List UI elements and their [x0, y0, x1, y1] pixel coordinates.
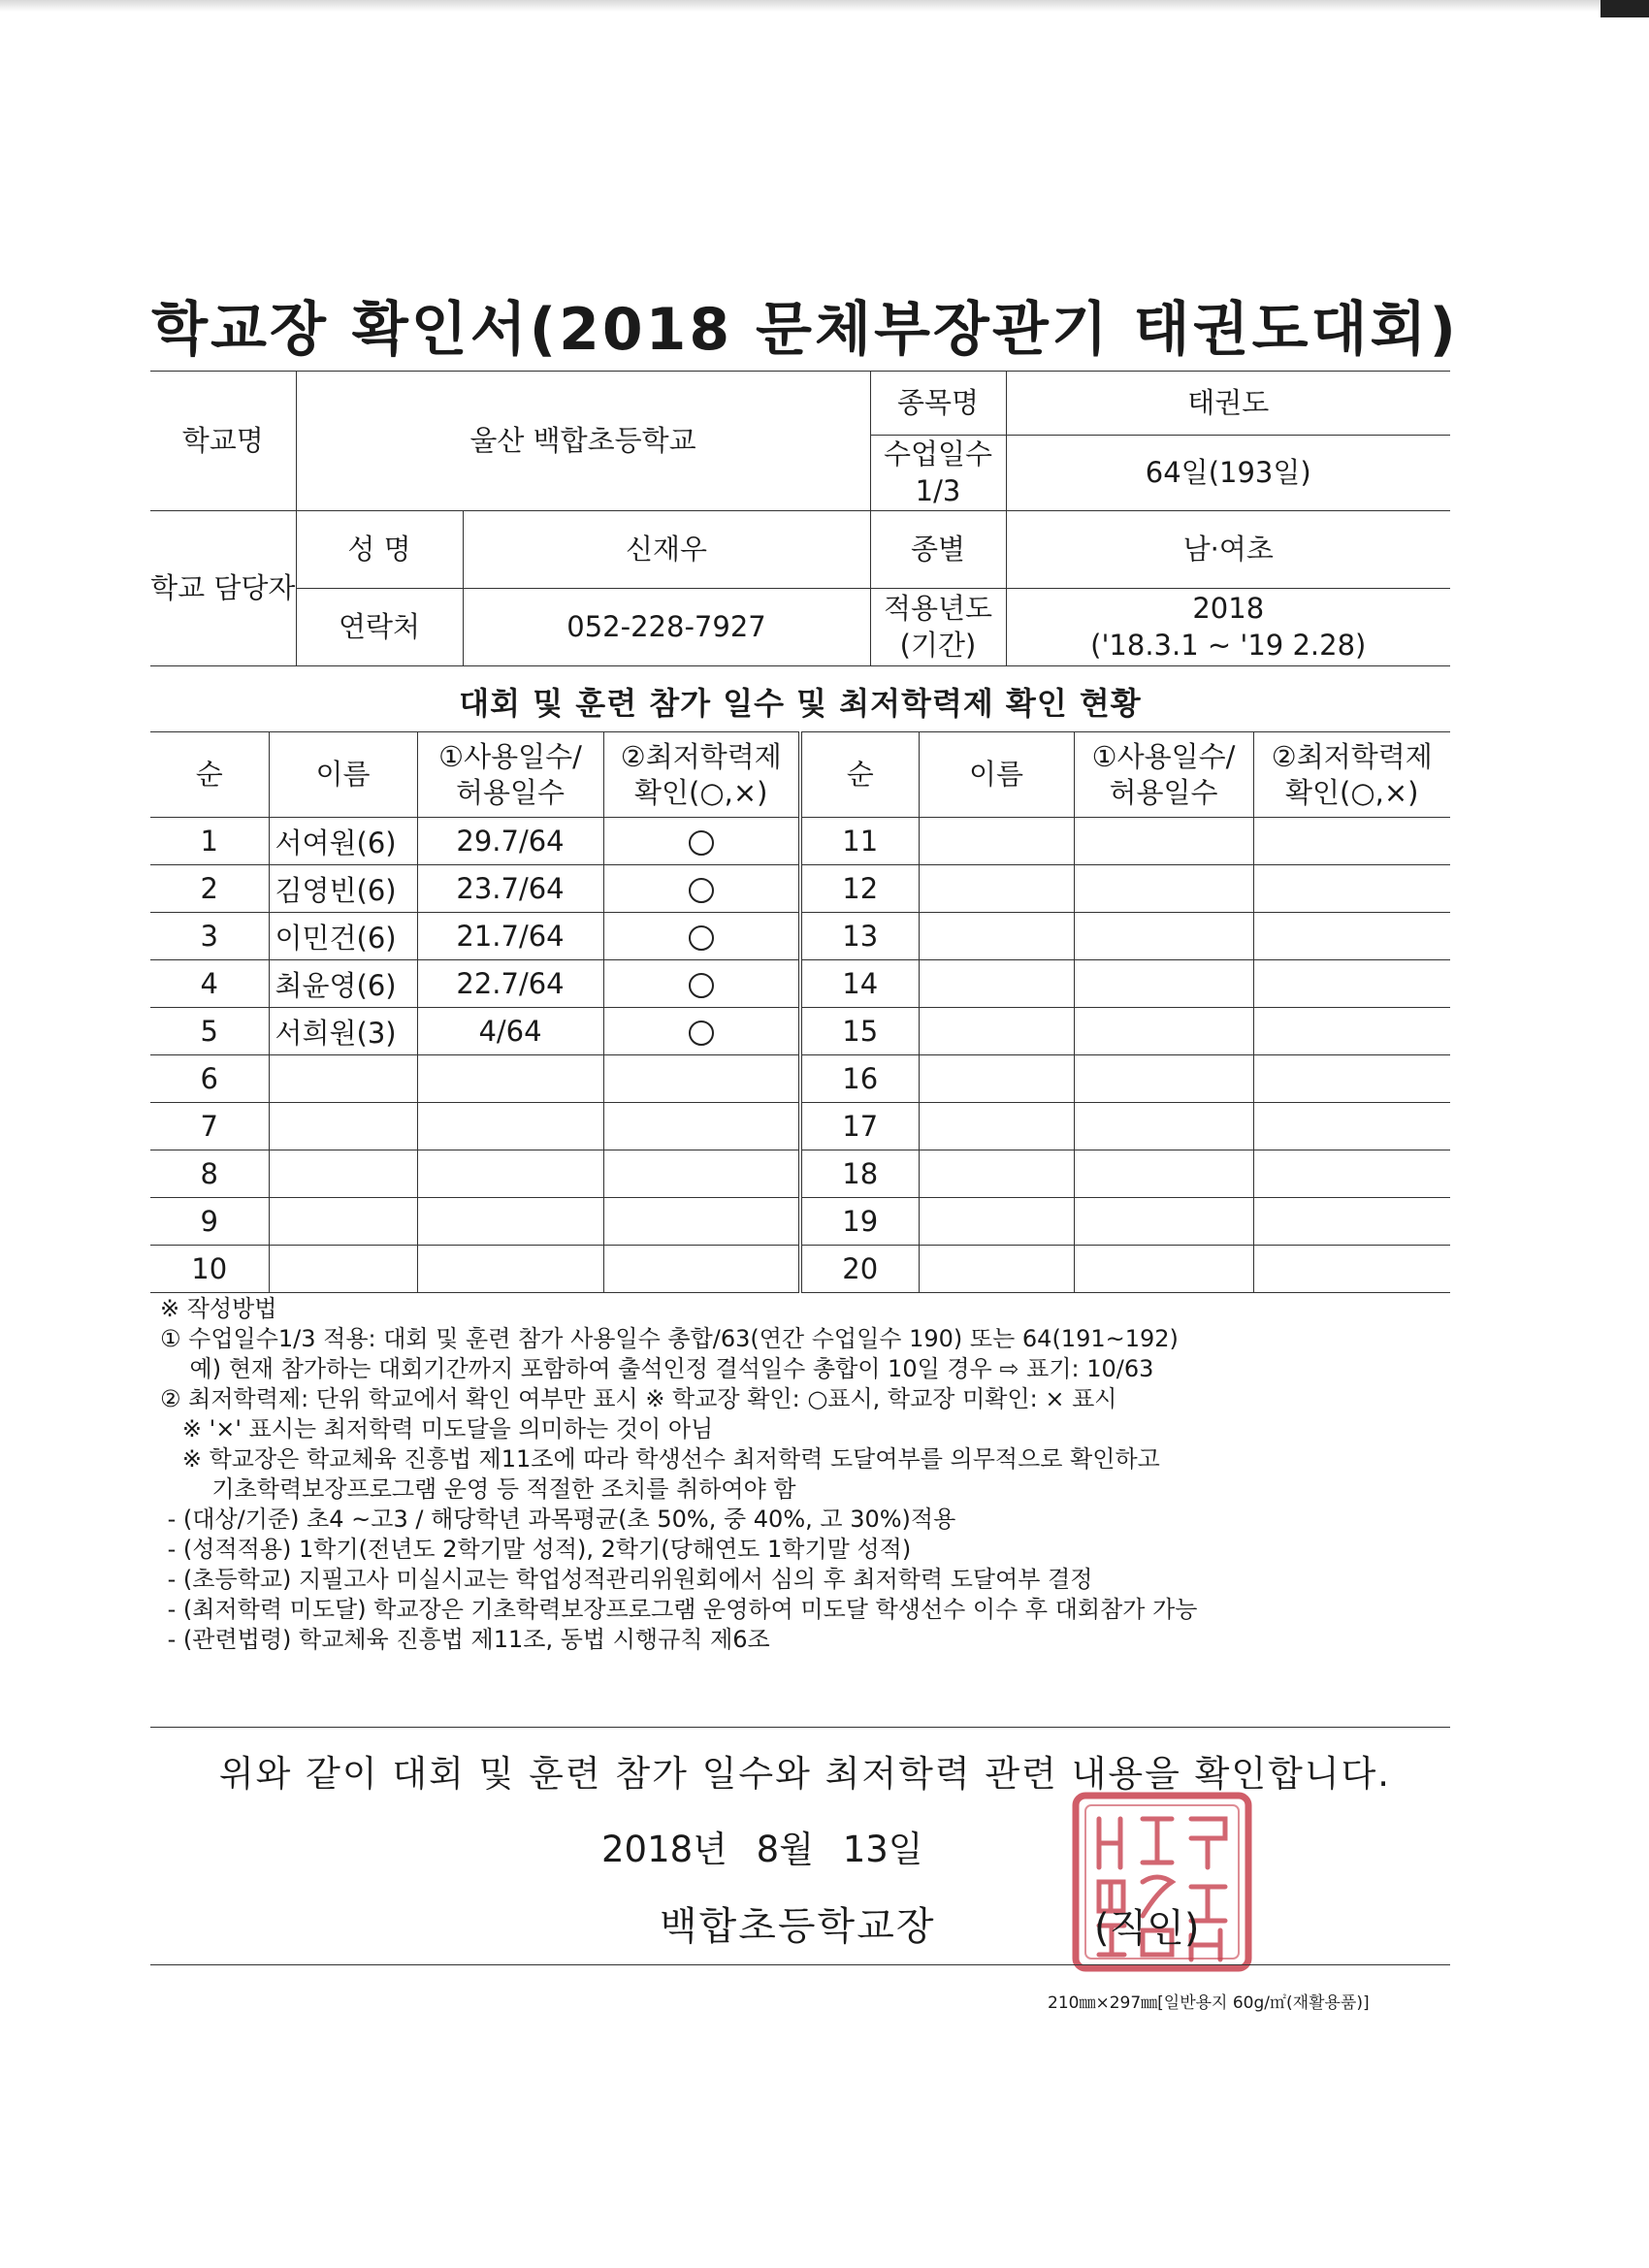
- row-order: 9: [150, 1198, 269, 1246]
- row-days: 4/64: [417, 1008, 603, 1055]
- row-check: [603, 1246, 800, 1293]
- row-order: 4: [150, 960, 269, 1008]
- row-check-right: [1253, 1150, 1450, 1198]
- instructions-lines: [160, 1324, 1460, 1655]
- row-name: 서여원(6): [269, 818, 417, 865]
- row-name-right: [919, 865, 1074, 913]
- table-row: [150, 1198, 1450, 1246]
- school-name-value: 울산 백합초등학교: [296, 372, 870, 511]
- bottom-rule: [150, 1964, 1450, 1965]
- applied-year-label: 적용년도 (기간): [870, 589, 1006, 666]
- row-order-right: 13: [800, 913, 919, 960]
- school-info-table: [150, 371, 1450, 666]
- row-name: [269, 1198, 417, 1246]
- table-header-row: [150, 732, 1450, 818]
- table-row: [150, 1150, 1450, 1198]
- instruction-line: ※ '×' 표시는 최저학력 미도달을 의미하는 것이 아님: [160, 1415, 714, 1442]
- check-circle-icon: [689, 878, 714, 903]
- class-days-value: 64일(193일): [1006, 436, 1450, 511]
- header-order-right: 순: [800, 732, 919, 818]
- row-order-right: 14: [800, 960, 919, 1008]
- row-order-right: 12: [800, 865, 919, 913]
- table-row: [150, 913, 1450, 960]
- check-circle-icon: [689, 973, 714, 998]
- participation-table: [150, 731, 1450, 1293]
- table-row: [150, 1103, 1450, 1150]
- row-order: 5: [150, 1008, 269, 1055]
- row-check: [603, 1055, 800, 1103]
- section-title: 대회 및 훈련 참가 일수 및 최저학력제 확인 현황: [459, 685, 1142, 722]
- row-order-right: 16: [800, 1055, 919, 1103]
- row-days-right: [1074, 913, 1253, 960]
- row-days: [417, 1103, 603, 1150]
- row-order-right: 19: [800, 1198, 919, 1246]
- header-name-right: 이름: [919, 732, 1074, 818]
- row-name-right: [919, 1150, 1074, 1198]
- contact-label: 연락처: [296, 589, 463, 666]
- row-name-right: [919, 960, 1074, 1008]
- row-check: [603, 960, 800, 1008]
- instruction-line: - (대상/기준) 초4 ~고3 / 해당학년 과목평균(초 50%, 중 40%, 고 30%)적용: [160, 1506, 956, 1533]
- header-order: 순: [150, 732, 269, 818]
- row-check-right: [1253, 1246, 1450, 1293]
- row-order: 10: [150, 1246, 269, 1293]
- header-days-right: [1074, 732, 1253, 818]
- manager-name-value: 신재우: [463, 511, 870, 589]
- row-order: 1: [150, 818, 269, 865]
- header-check-line2: 확인(○,×): [634, 775, 768, 809]
- instruction-line: - (최저학력 미도달) 학교장은 기초학력보장프로그램 운영하여 미도달 학생선수 이수 후 대회참가 가능: [160, 1596, 1198, 1623]
- row-name: [269, 1246, 417, 1293]
- row-check-right: [1253, 1055, 1450, 1103]
- row-check-right: [1253, 913, 1450, 960]
- manager-name-label: 성 명: [296, 511, 463, 589]
- instructions: [160, 1294, 1460, 1655]
- instruction-line: ① 수업일수1/3 적용: 대회 및 훈련 참가 사용일수 총합/63(연간 수업일수 190) 또는 64(191~192): [160, 1325, 1179, 1352]
- principal-title: 백합초등학교장: [660, 1904, 936, 1949]
- table-row: [150, 865, 1450, 913]
- applied-year-cell: [1006, 589, 1450, 666]
- instructions-heading: ※ 작성방법: [160, 1295, 277, 1322]
- row-name-right: [919, 1198, 1074, 1246]
- contact-value: 052-228-7927: [463, 589, 870, 666]
- row-check: [603, 1008, 800, 1055]
- table-row: [150, 960, 1450, 1008]
- row-order: 7: [150, 1103, 269, 1150]
- row-check-right: [1253, 1008, 1450, 1055]
- header-days-line1: ①사용일수/: [438, 740, 582, 774]
- sport-value: 태권도: [1006, 372, 1450, 436]
- row-name-right: [919, 1055, 1074, 1103]
- row-days-right: [1074, 1008, 1253, 1055]
- instruction-line: - (초등학교) 지필고사 미실시교는 학업성적관리위원회에서 심의 후 최저학력 도달여부 결정: [160, 1566, 1093, 1593]
- issue-date: 2018년 8월 13일: [601, 1829, 923, 1870]
- row-days-right: [1074, 1246, 1253, 1293]
- check-circle-icon: [689, 830, 714, 856]
- instruction-line: - (성적적용) 1학기(전년도 2학기말 성적), 2학기(당해연도 1학기말 성적): [160, 1536, 912, 1563]
- row-days: [417, 1246, 603, 1293]
- applied-period-value: ('18.3.1 ~ '19 2.28): [1090, 628, 1367, 662]
- sport-label: 종목명: [870, 372, 1006, 436]
- row-order-right: 11: [800, 818, 919, 865]
- paper-spec: 210㎜×297㎜[일반용지 60g/㎡(재활용품)]: [1048, 1993, 1370, 2013]
- row-check: [603, 1198, 800, 1246]
- row-days: [417, 1055, 603, 1103]
- row-days-right: [1074, 960, 1253, 1008]
- header-check-right: [1253, 732, 1450, 818]
- row-days: 22.7/64: [417, 960, 603, 1008]
- row-days-right: [1074, 1103, 1253, 1150]
- row-name-right: [919, 1246, 1074, 1293]
- row-days: 23.7/64: [417, 865, 603, 913]
- row-order: 2: [150, 865, 269, 913]
- row-check-right: [1253, 1103, 1450, 1150]
- row-check-right: [1253, 1198, 1450, 1246]
- row-check-right: [1253, 960, 1450, 1008]
- instruction-line: ※ 학교장은 학교체육 진흥법 제11조에 따라 학생선수 최저학력 도달여부를 의무적으로 확인하고: [160, 1445, 1160, 1473]
- row-check: [603, 913, 800, 960]
- confirmation-statement: 위와 같이 대회 및 훈련 참가 일수와 최저학력 관련 내용을 확인합니다.: [218, 1753, 1392, 1795]
- table-row: [150, 1246, 1450, 1293]
- row-check-right: [1253, 818, 1450, 865]
- row-order: 6: [150, 1055, 269, 1103]
- table-row: [150, 1055, 1450, 1103]
- instruction-line: ② 최저학력제: 단위 학교에서 확인 여부만 표시 ※ 학교장 확인: ○표시, 학교장 미확인: × 표시: [160, 1385, 1117, 1412]
- row-check: [603, 818, 800, 865]
- seal-note: (직인): [1094, 1906, 1200, 1951]
- check-circle-icon: [689, 925, 714, 951]
- row-check-right: [1253, 865, 1450, 913]
- row-name: [269, 1055, 417, 1103]
- row-days-right: [1074, 1198, 1253, 1246]
- gender-category-value: 남·여초: [1006, 511, 1450, 589]
- row-name: 김영빈(6): [269, 865, 417, 913]
- row-name: 최윤영(6): [269, 960, 417, 1008]
- row-days: 29.7/64: [417, 818, 603, 865]
- row-name-right: [919, 818, 1074, 865]
- row-check: [603, 1150, 800, 1198]
- check-circle-icon: [689, 1021, 714, 1046]
- scan-corner-mark: [1600, 0, 1649, 17]
- row-days: [417, 1198, 603, 1246]
- gender-category-label: 종별: [870, 511, 1006, 589]
- row-order-right: 17: [800, 1103, 919, 1150]
- row-order: 8: [150, 1150, 269, 1198]
- row-order-right: 18: [800, 1150, 919, 1198]
- scan-edge: [0, 0, 1649, 12]
- row-order-right: 15: [800, 1008, 919, 1055]
- row-days: [417, 1150, 603, 1198]
- row-days-right: [1074, 1055, 1253, 1103]
- row-name: 이민건(6): [269, 913, 417, 960]
- row-name-right: [919, 1103, 1074, 1150]
- instruction-line: 기초학력보장프로그램 운영 등 적절한 조치를 취하여야 함: [160, 1475, 796, 1503]
- row-check: [603, 865, 800, 913]
- row-order-right: 20: [800, 1246, 919, 1293]
- header-name: 이름: [269, 732, 417, 818]
- header-check-line1: ②최저학력제: [1271, 740, 1433, 774]
- header-days-line2: 허용일수: [1109, 775, 1218, 809]
- header-check-line2: 확인(○,×): [1285, 775, 1419, 809]
- divider: [150, 1727, 1450, 1728]
- applied-year-value: 2018: [1192, 591, 1265, 625]
- row-name: 서희원(3): [269, 1008, 417, 1055]
- row-name-right: [919, 1008, 1074, 1055]
- header-check: [603, 732, 800, 818]
- header-days-line1: ①사용일수/: [1091, 740, 1236, 774]
- table-row: [150, 1008, 1450, 1055]
- row-order: 3: [150, 913, 269, 960]
- row-name: [269, 1103, 417, 1150]
- instruction-line: - (관련법령) 학교체육 진흥법 제11조, 동법 시행규칙 제6조: [160, 1626, 770, 1653]
- row-days-right: [1074, 865, 1253, 913]
- header-days-line2: 허용일수: [455, 775, 566, 809]
- class-days-label: 수업일수 1/3: [870, 436, 1006, 511]
- header-check-line1: ②최저학력제: [620, 740, 782, 774]
- school-name-label: 학교명: [150, 372, 296, 511]
- instruction-line: 예) 현재 참가하는 대회기간까지 포함하여 출석인정 결석일수 총합이 10일 경우 ⇨ 표기: 10/63: [160, 1355, 1154, 1382]
- document-title: 학교장 확인서(2018 문체부장관기 태권도대회): [151, 296, 1459, 364]
- row-name: [269, 1150, 417, 1198]
- header-days: [417, 732, 603, 818]
- manager-label: 학교 담당자: [150, 511, 296, 666]
- row-days: 21.7/64: [417, 913, 603, 960]
- row-days-right: [1074, 1150, 1253, 1198]
- row-name-right: [919, 913, 1074, 960]
- row-check: [603, 1103, 800, 1150]
- row-days-right: [1074, 818, 1253, 865]
- table-row: [150, 818, 1450, 865]
